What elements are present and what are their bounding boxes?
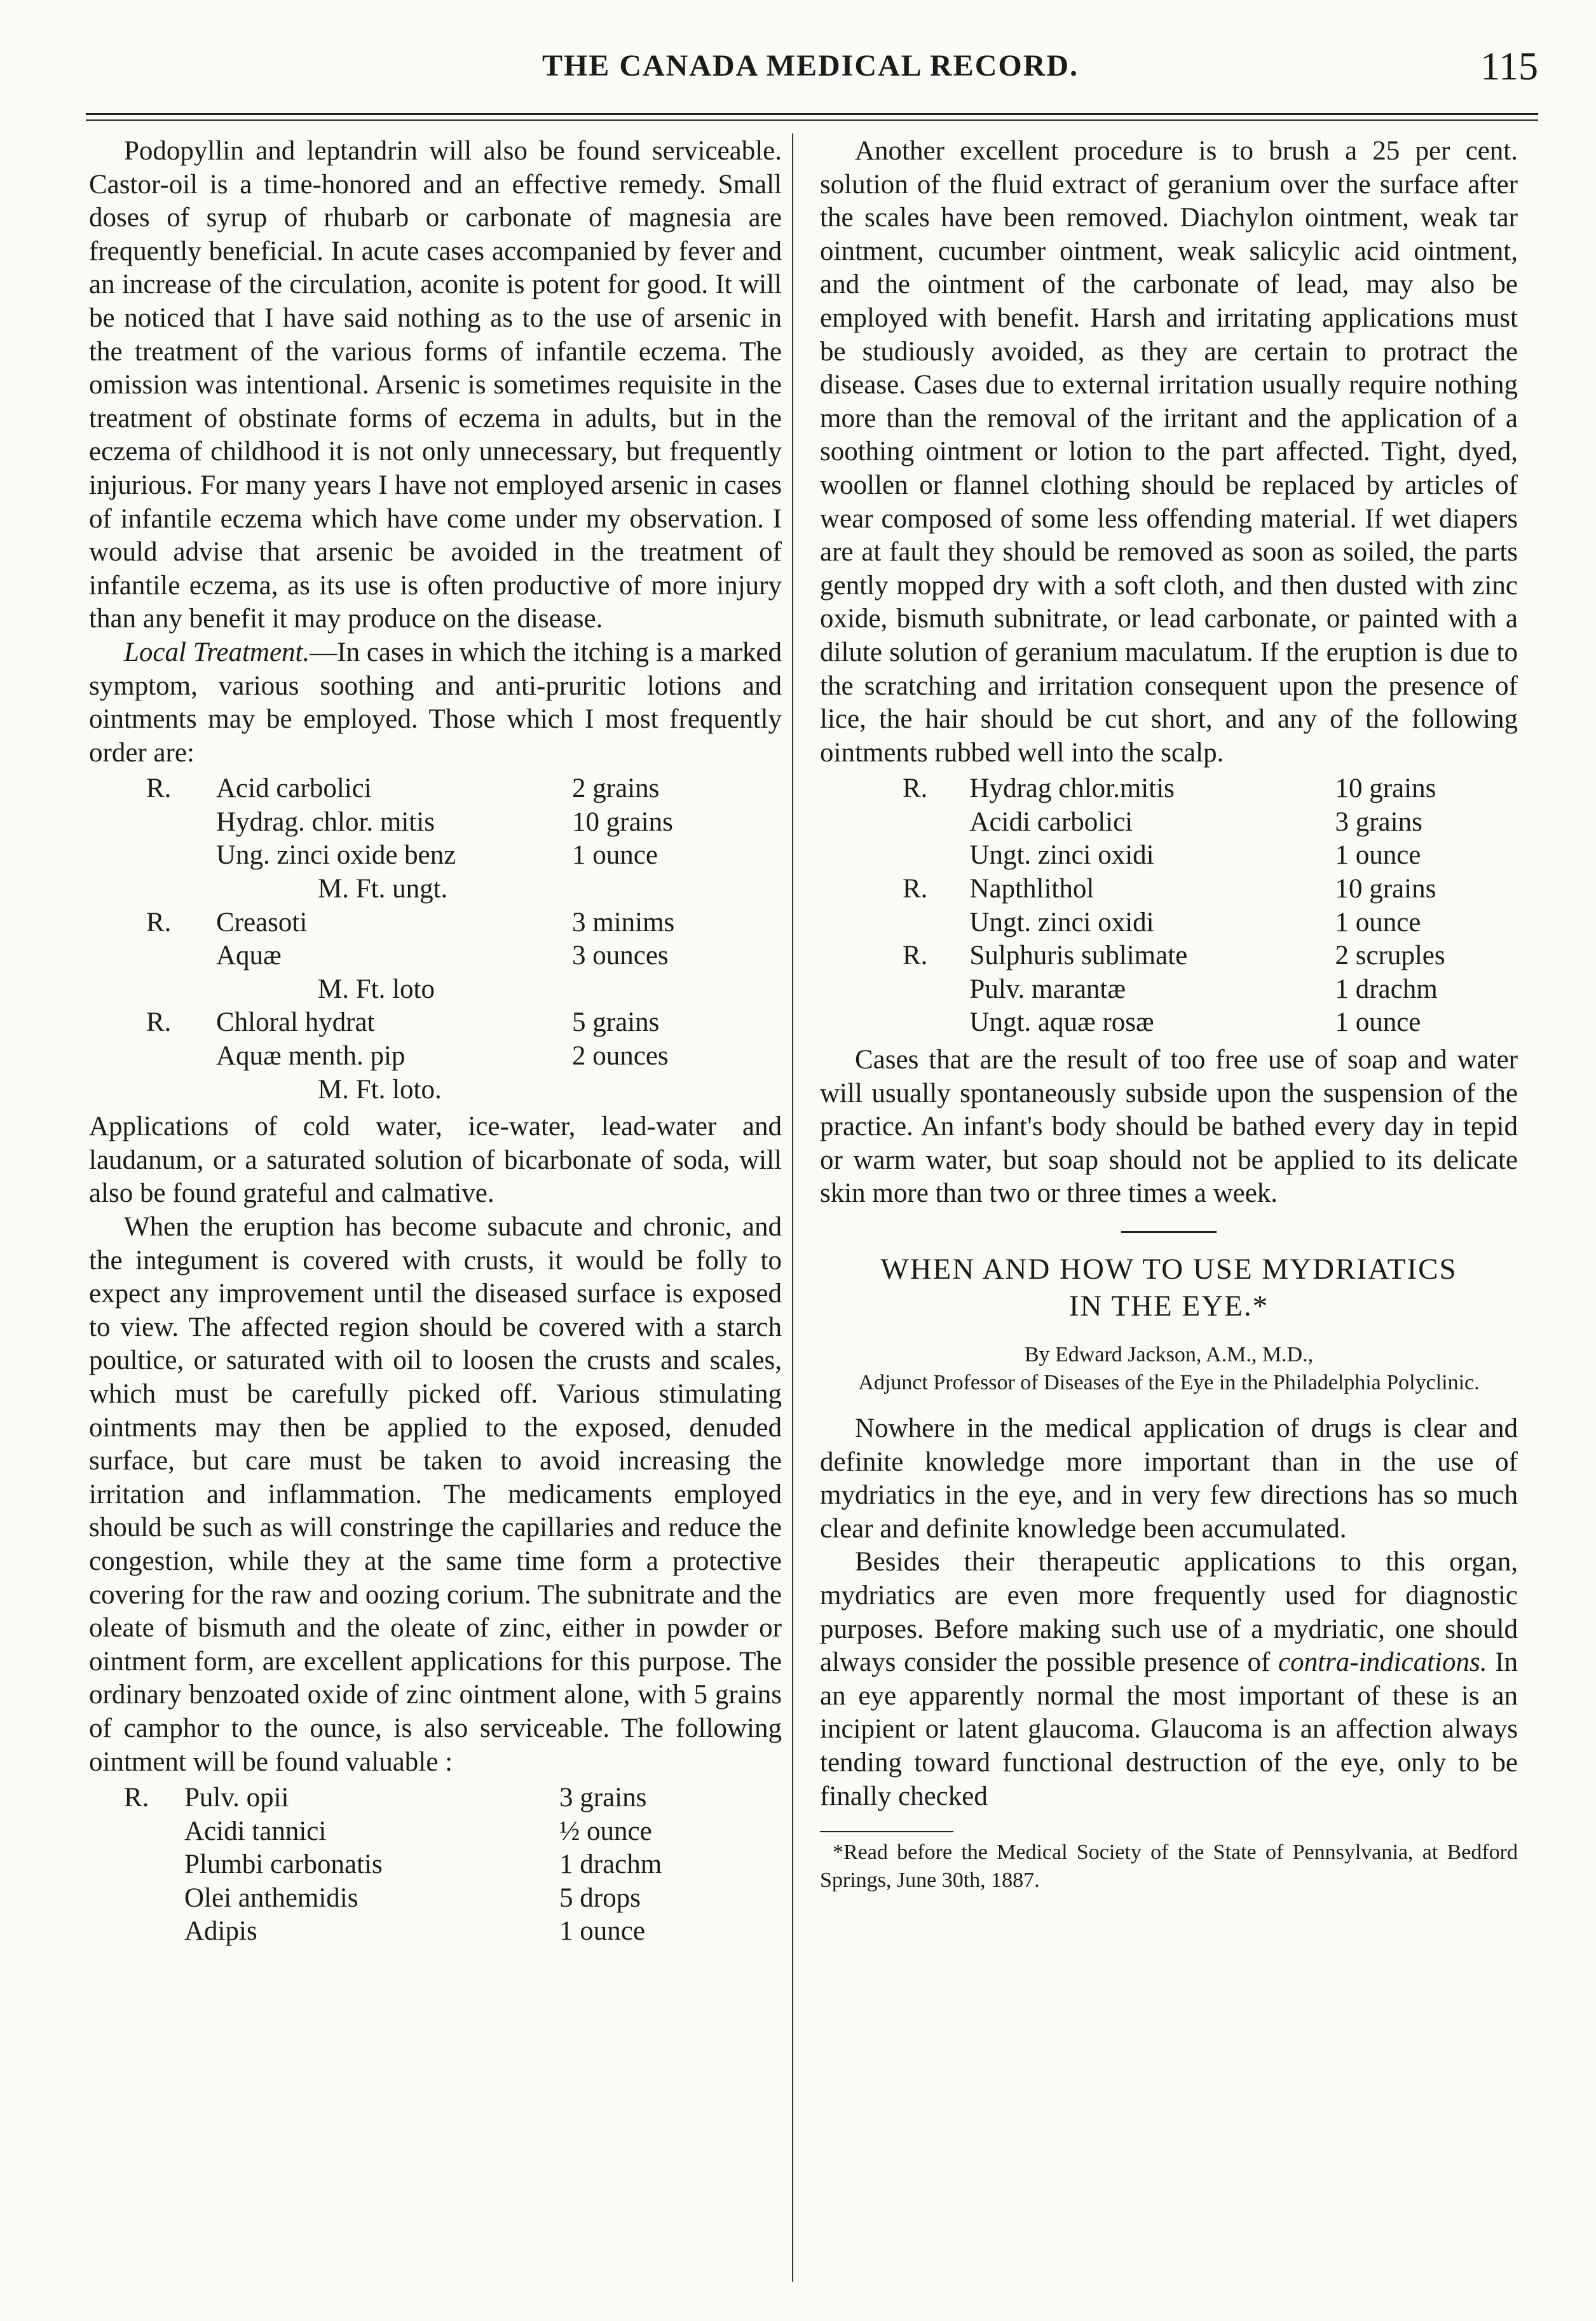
rx-ingredient: Ung. zinci oxide benz [216,840,456,871]
rx-ingredient: Pulv. marantæ [969,974,1126,1004]
prescription-row [89,806,782,840]
prescription [820,772,1518,1040]
right-column [820,135,1518,1895]
author-affiliation: Adjunct Professor of Diseases of the Eye in the Philadelphia Polyclinic. [858,1371,1480,1394]
paragraph: Nowhere in the medical application of drugs is clear and definite knowledge more important than in the use of mydriatics in the eye, and in very few directions has so much clear and definite knowledge been accumulated. [820,1413,1518,1544]
paragraph: Podopyllin and leptandrin will also be found serviceable. Castor-oil is a time-honored and an effective remedy. Small doses of syrup of rhubarb or carbonate of magnesia are frequently beneficial. In acute cases accompanied by fever and an increase of the circulation, aconite is potent for good. It will be noticed that I have said nothing as to the use of arsenic in the treatment of the various forms of infantile eczema. The omission was intentional. Arsenic is sometimes requisite in the treatment of obstinate forms of eczema in adults, but in the eczema of childhood it is not only unnecessary, but frequently injurious. For many years I have not employed arsenic in cases of infantile eczema which have come under my observation. I would advise that arsenic be avoided in the treatment of infantile eczema, as its use is often productive of more injury than any benefit it may produce on the disease. [89,136,782,634]
column-divider [792,133,793,2282]
rx-mark [820,906,969,940]
rx-quantity: 1 ounce [559,1916,645,1947]
prescription-row [89,1815,782,1849]
rx-quantity: 1 drachm [559,1849,662,1880]
prescription-row [89,772,782,806]
paragraph-text: Besides their therapeutic applications to this organ, mydriatics are even more frequently used for diagnostic purposes. Before making such use of a mydriatic, one should always consider the possible presence of [820,1547,1518,1678]
rx-ingredient: Aquæ [216,941,282,971]
article-title-line-2: IN THE EYE.* [1068,1290,1269,1323]
rx-mark [820,839,969,873]
left-column [89,135,782,1952]
header-rule [86,113,1538,115]
rx-directions: M. Ft. loto. [318,1074,442,1105]
article-separator [1121,1231,1217,1233]
rx-mark [89,1915,184,1949]
rx-quantity: 3 minims [572,907,675,937]
rx-mark [89,1815,184,1849]
rx-mark [89,1882,184,1916]
rx-ingredient: Chloral hydrat [216,1007,375,1038]
rx-mark: R. [903,874,928,904]
prescription-row [820,906,1518,940]
rx-quantity: 2 ounces [572,1041,669,1072]
page-number: 115 [1480,45,1538,88]
paragraph-text: —In cases in which the itching is a marked symptom, various soothing and anti-pruritic lotions and ointments may be employed. Those which I most frequently order are: [89,637,782,768]
paragraph-local-treatment [89,636,782,770]
prescription-row [820,839,1518,873]
rx-ingredient: Olei anthemidis [184,1882,358,1913]
rx-quantity: 3 grains [559,1783,647,1813]
prescription-row [89,1882,782,1916]
rx-ingredient: Napthlithol [969,874,1095,904]
rx-mark: R. [903,941,928,971]
page-header [83,44,1538,114]
footnote-rule [820,1831,953,1832]
rx-mark [89,1040,216,1073]
prescription-row [820,873,1518,906]
prescription-row [820,939,1518,973]
rx-ingredient: Plumbi carbonatis [184,1849,383,1880]
paragraph: Applications of cold water, ice-water, lead-water and laudanum, or a saturated solution of bicarbonate of soda, will also be found grateful and calmative. [89,1112,782,1209]
emphasis: contra-indications. [1278,1647,1487,1678]
rx-ingredient: Hydrag. chlor. mitis [216,807,435,837]
rx-mark: R. [903,773,928,804]
article-title: WHEN AND HOW TO USE MYDRIATICS [880,1253,1457,1286]
rx-mark: R. [146,773,172,804]
paragraph-text: In an eye apparently normal the most important of these is an incipient or latent glaucoma. Glaucoma is an affection always tending toward functional destruction of the eye, only to be finally checked [820,1647,1518,1811]
rx-quantity: 5 drops [559,1882,641,1913]
rx-ingredient: Aquæ menth. pip [216,1041,406,1072]
rx-quantity: 1 drachm [1335,974,1438,1004]
rx-ingredient: Adipis [184,1916,257,1947]
prescription-row [89,1006,782,1040]
section-heading: Local Treatment. [124,637,310,667]
rx-ingredient: Sulphuris sublimate [969,941,1188,971]
rx-ingredient: Acid carbolici [216,773,372,804]
rx-mark [820,1006,969,1040]
rx-ingredient: Acidi tannici [184,1816,327,1846]
rx-quantity: ½ ounce [559,1816,652,1846]
rx-quantity: 3 ounces [572,941,669,971]
prescription-row [89,839,782,873]
prescription [89,772,782,1106]
prescription-row [820,1006,1518,1040]
rx-ingredient: Pulv. opii [184,1783,289,1813]
rx-mark [89,939,216,973]
prescription-row [89,1781,782,1815]
rx-quantity: 2 grains [572,773,660,804]
rx-directions: M. Ft. ungt. [318,874,448,904]
rx-mark [89,839,216,873]
rx-quantity: 1 ounce [1335,1007,1421,1038]
rx-mark: R. [146,907,172,937]
rx-ingredient: Ungt. zinci oxidi [969,907,1154,937]
paragraph: Cases that are the result of too free use of soap and water will usually spontaneously subside upon the suspension of the practice. An infant's body should be bathed every day in tepid or warm water, but soap should not be applied to its delicate skin more than two or three times a week. [820,1045,1518,1209]
rx-ingredient: Creasoti [216,907,308,937]
rx-ingredient: Acidi carbolici [969,807,1133,837]
rx-ingredient: Ungt. aquæ rosæ [969,1007,1154,1038]
prescription-row [820,772,1518,806]
prescription-row [89,1915,782,1949]
rx-mark [89,806,216,840]
prescription-row [89,1848,782,1882]
footnote: *Read before the Medical Society of the State of Pennsylvania, at Bedford Springs, June 30th, 1887. [820,1841,1518,1893]
rx-quantity: 1 ounce [572,840,658,871]
rx-quantity: 2 scruples [1335,941,1445,971]
rx-mark [820,806,969,840]
header-rule-thin [86,119,1538,121]
rx-ingredient: Ungt. zinci oxidi [969,840,1154,871]
prescription-row [89,906,782,940]
rx-quantity: 10 grains [1335,773,1436,804]
rx-quantity: 10 grains [1335,874,1436,904]
rx-ingredient: Hydrag chlor.mitis [969,773,1175,804]
author-byline: By Edward Jackson, A.M., M.D., [1024,1343,1314,1366]
paragraph: When the eruption has become subacute and chronic, and the integument is covered with crusts, it would be folly to expect any improvement until the diseased surface is exposed to view. The affected region should be covered with a starch poultice, or saturated with oil to loosen the crusts and scales, which must be carefully picked off. Various stimulating ointments may then be applied to the exposed, denuded surface, but care must be taken to avoid increasing the irritation and inflammation. The medicaments employed should be such as will constringe the capillaries and reduce the congestion, while they at the same time form a protective covering for the raw and oozing corium. The subnitrate and the oleate of bismuth and the oleate of zinc, either in powder or ointment form, are excellent applications for this purpose. The ordinary benzoated oxide of zinc ointment alone, with 5 grains of camphor to the ounce, is also serviceable. The following ointment will be found valuable : [89,1212,782,1777]
rx-mark [820,973,969,1007]
rx-quantity: 5 grains [572,1007,660,1038]
prescription-row [89,1040,782,1073]
rx-mark: R. [124,1783,149,1813]
prescription-row [89,939,782,973]
prescription-row [820,806,1518,840]
journal-title: THE CANADA MEDICAL RECORD. [542,49,1079,83]
prescription-row [820,973,1518,1007]
rx-mark [89,1848,184,1882]
rx-quantity: 1 ounce [1335,840,1421,871]
prescription [89,1781,782,1949]
rx-mark: R. [146,1007,172,1038]
rx-quantity: 3 grains [1335,807,1422,837]
rx-quantity: 10 grains [572,807,673,837]
rx-directions: M. Ft. loto [318,974,435,1004]
rx-quantity: 1 ounce [1335,907,1421,937]
paragraph: Another excellent procedure is to brush a 25 per cent. solution of the fluid extract of geranium over the surface after the scales have been removed. Diachylon ointment, weak tar ointment, cucumber ointment, weak salicylic acid ointment, and the ointment of the carbonate of lead, may also be employed with benefit. Harsh and irritating applications must be studiously avoided, as they are certain to protract the disease. Cases due to external irritation usually require nothing more than the removal of the irritant and the application of a soothing ointment or lotion to the part affected. Tight, dyed, woollen or flannel clothing should be replaced by articles of wear composed of some less offending material. If wet diapers are at fault they should be removed as soon as soiled, the parts gently mopped dry with a soft cloth, and then dusted with zinc oxide, bismuth subnitrate, or lead carbonate, or painted with a dilute solution of geranium maculatum. If the eruption is due to the scratching and irritation consequent upon the presence of lice, the hair should be cut short, and any of the following ointments rubbed well into the scalp. [820,136,1518,768]
paragraph [820,1546,1518,1813]
